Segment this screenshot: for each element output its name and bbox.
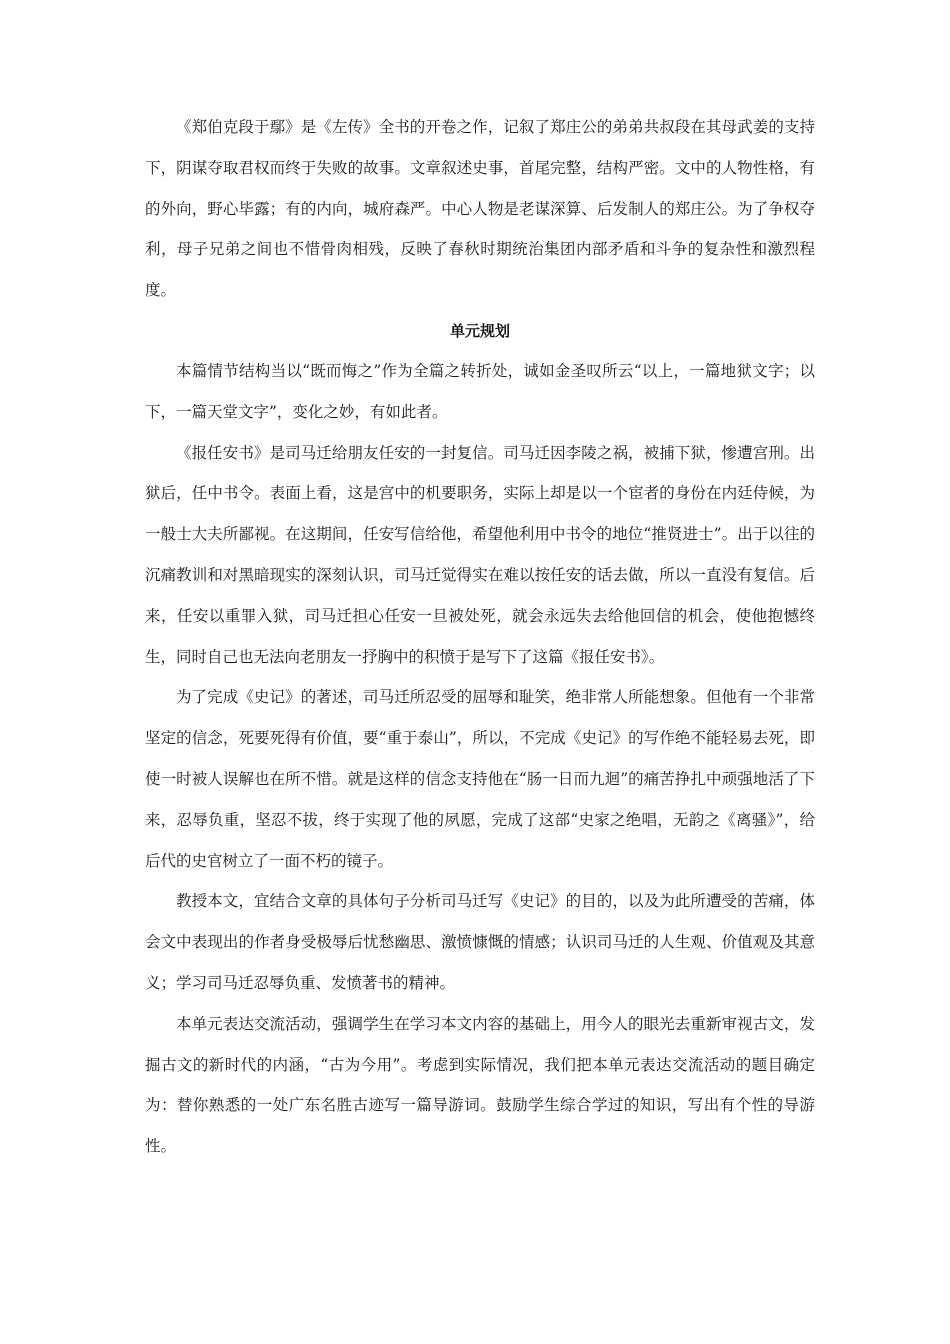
- paragraph-teaching: 教授本文，宜结合文章的具体句子分析司马迁写《史记》的目的，以及为此所遭受的苦痛，体会文中表现出的作者身受极辱后忧愁幽思、激愤慷慨的情感；认识司马迁的人生观、价值观及其意义；学习司马迁忍辱负重、发愤著书的精神。: [145, 892, 815, 992]
- document-body: [145, 107, 815, 1167]
- section-heading: 单元规划: [449, 321, 510, 340]
- paragraph-turning-point: 本篇情节结构当以“既而悔之”作为全篇之转折处，诚如金圣叹所云“以上，一篇地狱文字；以下，一篇天堂文字”，变化之妙，有如此者。: [145, 361, 815, 421]
- paragraph-letter-background: 《报任安书》是司马迁给朋友任安的一封复信。司马迁因李陵之祸，被捕下狱，惨遭宫刑。出狱后，任中书令。表面上看，这是宫中的机要职务，实际上却是以一个宦者的身份在内廷侍候，为一般士大夫所鄙视。在这期间，任安写信给他，希望他利用中书令的地位“推贤进士”。出于以往的沉痛教训和对黑暗现实的深刻认识，司马迁觉得实在难以按任安的话去做，所以一直没有复信。后来，任安以重罪入狱，司马迁担心任安一旦被处死，就会永远失去给他回信的机会，使他抱憾终生，同时自己也无法向老朋友一抒胸中的积愤于是写下了这篇《报任安书》。: [145, 443, 815, 666]
- paragraph-activity: 本单元表达交流活动，强调学生在学习本文内容的基础上，用今人的眼光去重新审视古文，发掘古文的新时代的内涵，“古为今用”。考虑到实际情况，我们把本单元表达交流活动的题目确定为：替你熟悉的一处广东名胜古迹写一篇导游词。鼓励学生综合学过的知识，写出有个性的导游性。: [145, 1014, 815, 1156]
- paragraph-belief: 为了完成《史记》的著述，司马迁所忍受的屈辱和耻笑，绝非常人所能想象。但他有一个非常坚定的信念，死要死得有价值，要“重于泰山”，所以，不完成《史记》的写作绝不能轻易去死，即使一时被人误解也在所不惜。就是这样的信念支持他在“肠一日而九迴”的痛苦挣扎中顽强地活了下来，忍辱负重，坚忍不拔，终于实现了他的夙愿，完成了这部“史家之绝唱，无韵之《离骚》”，给后代的史官树立了一面不朽的镜子。: [145, 688, 815, 870]
- intro-paragraph: 《郑伯克段于鄢》是《左传》全书的开卷之作，记叙了郑庄公的弟弟共叔段在其母武姜的支持下，阴谋夺取君权而终于失败的故事。文章叙述史事，首尾完整，结构严密。文中的人物性格，有的外向，野心毕露；有的内向，城府森严。中心人物是老谋深算、后发制人的郑庄公。为了争权夺利，母子兄弟之间也不惜骨肉相残，反映了春秋时期统治集团内部矛盾和斗争的复杂性和激烈程度。: [145, 118, 815, 300]
